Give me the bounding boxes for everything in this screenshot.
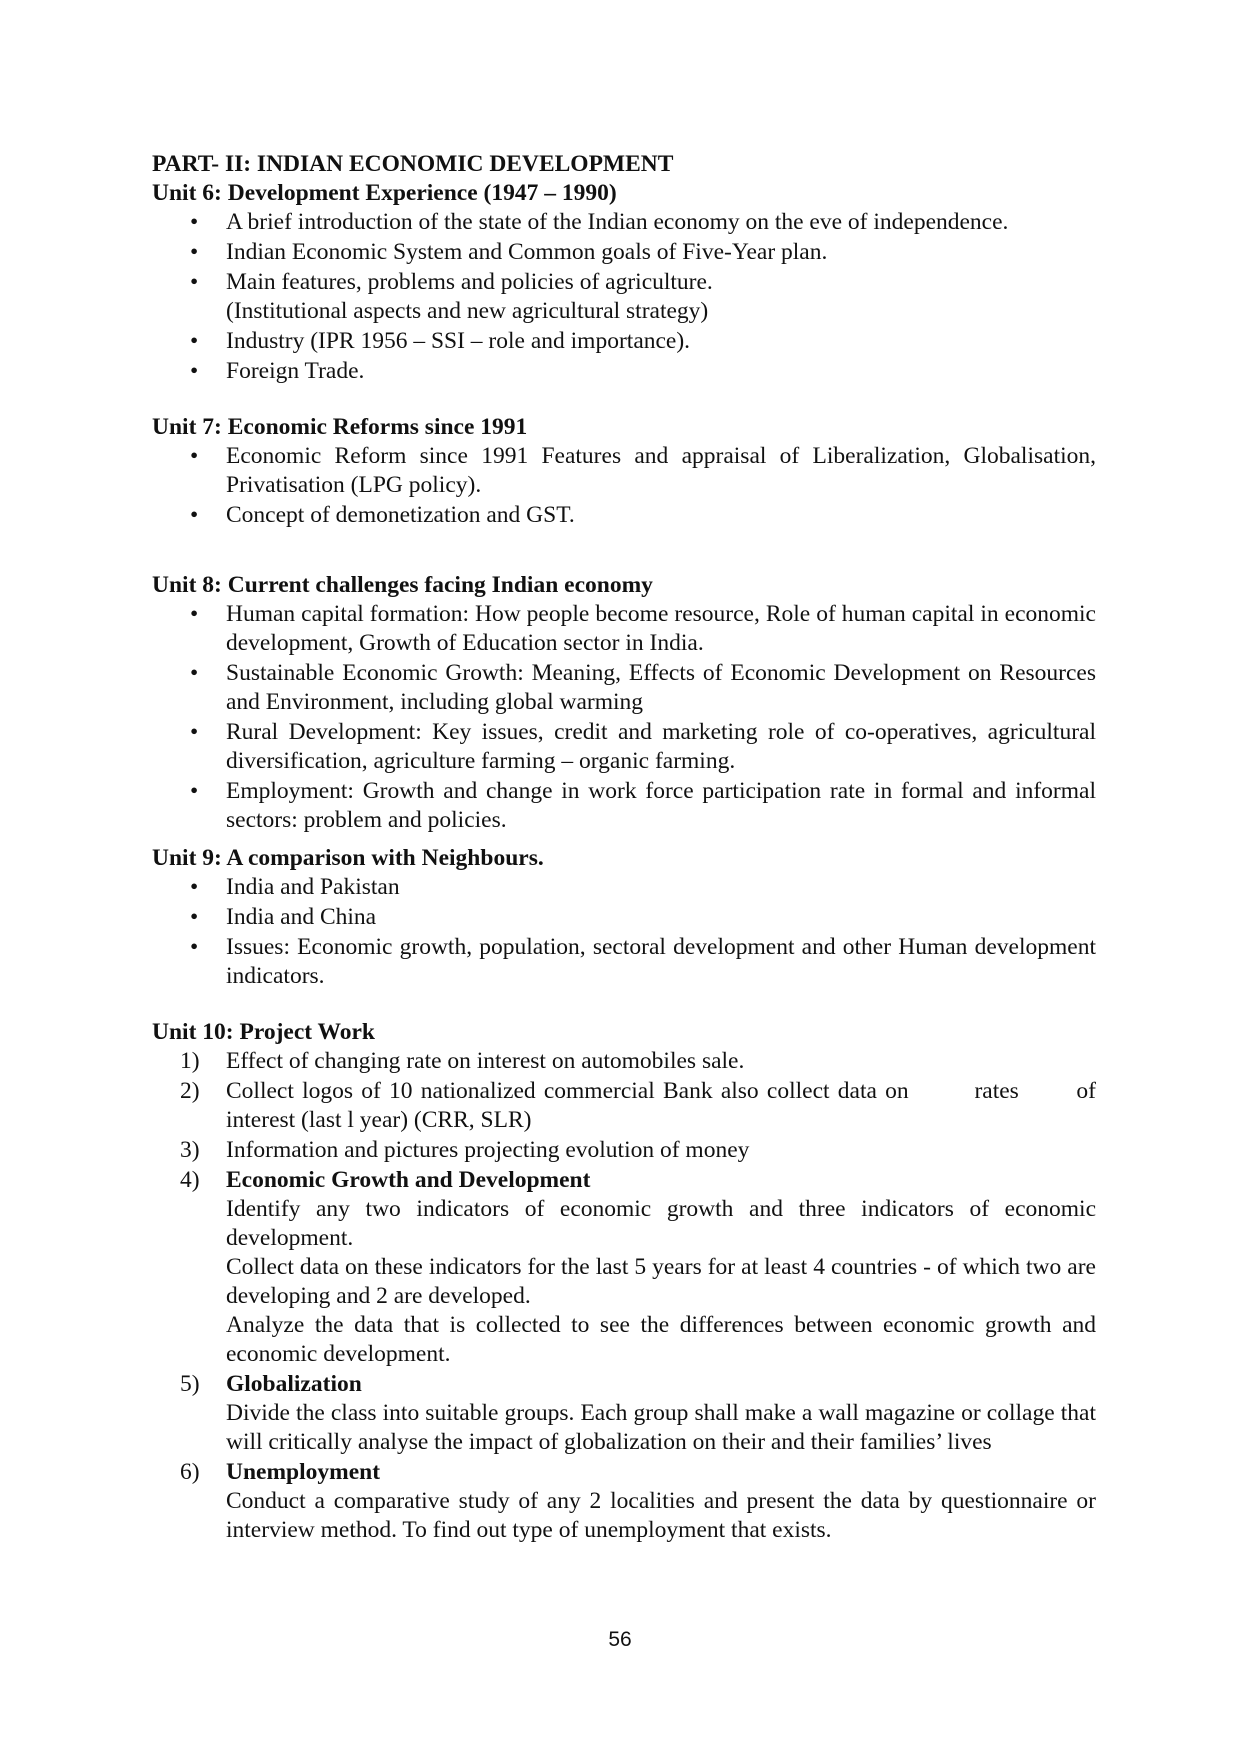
unit-10-list [152,1047,1096,1545]
project-title: Globalization [226,1371,362,1397]
unit-10-title: Unit 10: Project Work [152,1019,375,1045]
bullet-icon: • [190,328,199,354]
unit-9-list [152,873,1096,991]
unit-6-title: Unit 6: Development Experience (1947 – 1990) [152,180,617,206]
bullet-icon: • [190,874,199,900]
project-paragraph: Identify any two indicators of economic growth and three indicators of economic development. [226,1196,1096,1251]
unit-7-title: Unit 7: Economic Reforms since 1991 [152,414,528,440]
bullet-icon: • [190,904,199,930]
project-title: Economic Growth and Development [226,1167,591,1193]
list-item: • Economic Reform since 1991 Features and appraisal of Liberalization, Globalisation, Privatisation (LPG policy). [190,443,1096,498]
part-title: PART- II: INDIAN ECONOMIC DEVELOPMENT [152,151,674,177]
item-number: 3) [180,1137,200,1163]
list-item: • Industry (IPR 1956 – SSI – role and importance). [190,328,691,354]
list-item [152,1370,1096,1457]
project-paragraph: Divide the class into suitable groups. Each group shall make a wall magazine or collage that will critically analyse the impact of globalization on their and their families’ lives [226,1400,1096,1455]
item-number: 2) [180,1078,200,1104]
list-item: • Rural Development: Key issues, credit and marketing role of co-operatives, agricultural diversification, agriculture farming – organic farming. [190,719,1096,774]
unit-9-title: Unit 9: A comparison with Neighbours. [152,845,544,871]
bullet-icon: • [190,269,199,295]
item-number: 1) [180,1048,200,1074]
list-item: • Issues: Economic growth, population, sectoral development and other Human development indicators. [190,934,1096,989]
bullet-icon: • [190,358,199,384]
bullet-icon: • [190,209,199,235]
list-item: • A brief introduction of the state of the Indian economy on the eve of independence. [190,209,1009,235]
bullet-icon: • [190,601,199,627]
bullet-icon: • [190,660,199,686]
list-item: 3) Information and pictures projecting evolution of money [180,1137,750,1163]
list-item: • Indian Economic System and Common goals of Five-Year plan. [190,239,828,265]
page-number: 56 [608,1628,632,1651]
item-number: 5) [180,1371,200,1397]
project-paragraph: Conduct a comparative study of any 2 localities and present the data by questionnaire or interview method. To find out type of unemployment that exists. [226,1488,1096,1543]
unit-7-list [152,442,1096,530]
list-item: • Main features, problems and policies of agriculture. (Institutional aspects and new agricultural strategy) [190,269,713,324]
item-number: 4) [180,1167,200,1193]
list-item: 1) Effect of changing rate on interest on automobiles sale. [180,1048,745,1074]
bullet-icon: • [190,239,199,265]
list-item [152,1458,1096,1545]
project-paragraph: Collect data on these indicators for the last 5 years for at least 4 countries - of which two are developing and 2 are developed. [226,1254,1096,1309]
bullet-icon: • [190,934,199,960]
bullet-icon: • [190,443,199,469]
unit-6-list [152,208,1096,386]
bullet-icon: • [190,778,199,804]
list-item [152,1166,1096,1369]
list-item: • Human capital formation: How people become resource, Role of human capital in economic development, Growth of Education sector in India. [190,601,1096,656]
bullet-icon: • [190,502,199,528]
project-paragraph: Analyze the data that is collected to see the differences between economic growth and economic development. [226,1312,1096,1367]
bullet-icon: • [190,719,199,745]
item-number: 6) [180,1459,200,1485]
list-item: • Employment: Growth and change in work force participation rate in formal and informal sectors: problem and policies. [190,778,1096,833]
list-item: • India and China [190,904,377,930]
list-item: 2) Collect logos of 10 nationalized commercial Bank also collect data on rates of interest (last l year) (CRR, SLR) [180,1078,1096,1133]
unit-8-title: Unit 8: Current challenges facing Indian economy [152,572,653,598]
list-item: • Sustainable Economic Growth: Meaning, Effects of Economic Development on Resources and Environment, including global warming [190,660,1096,715]
list-item: • India and Pakistan [190,874,400,900]
project-title: Unemployment [226,1459,381,1485]
list-item: • Foreign Trade. [190,358,365,384]
list-item: • Concept of demonetization and GST. [190,502,575,528]
document-page [152,150,1096,1546]
unit-8-list [152,600,1096,835]
